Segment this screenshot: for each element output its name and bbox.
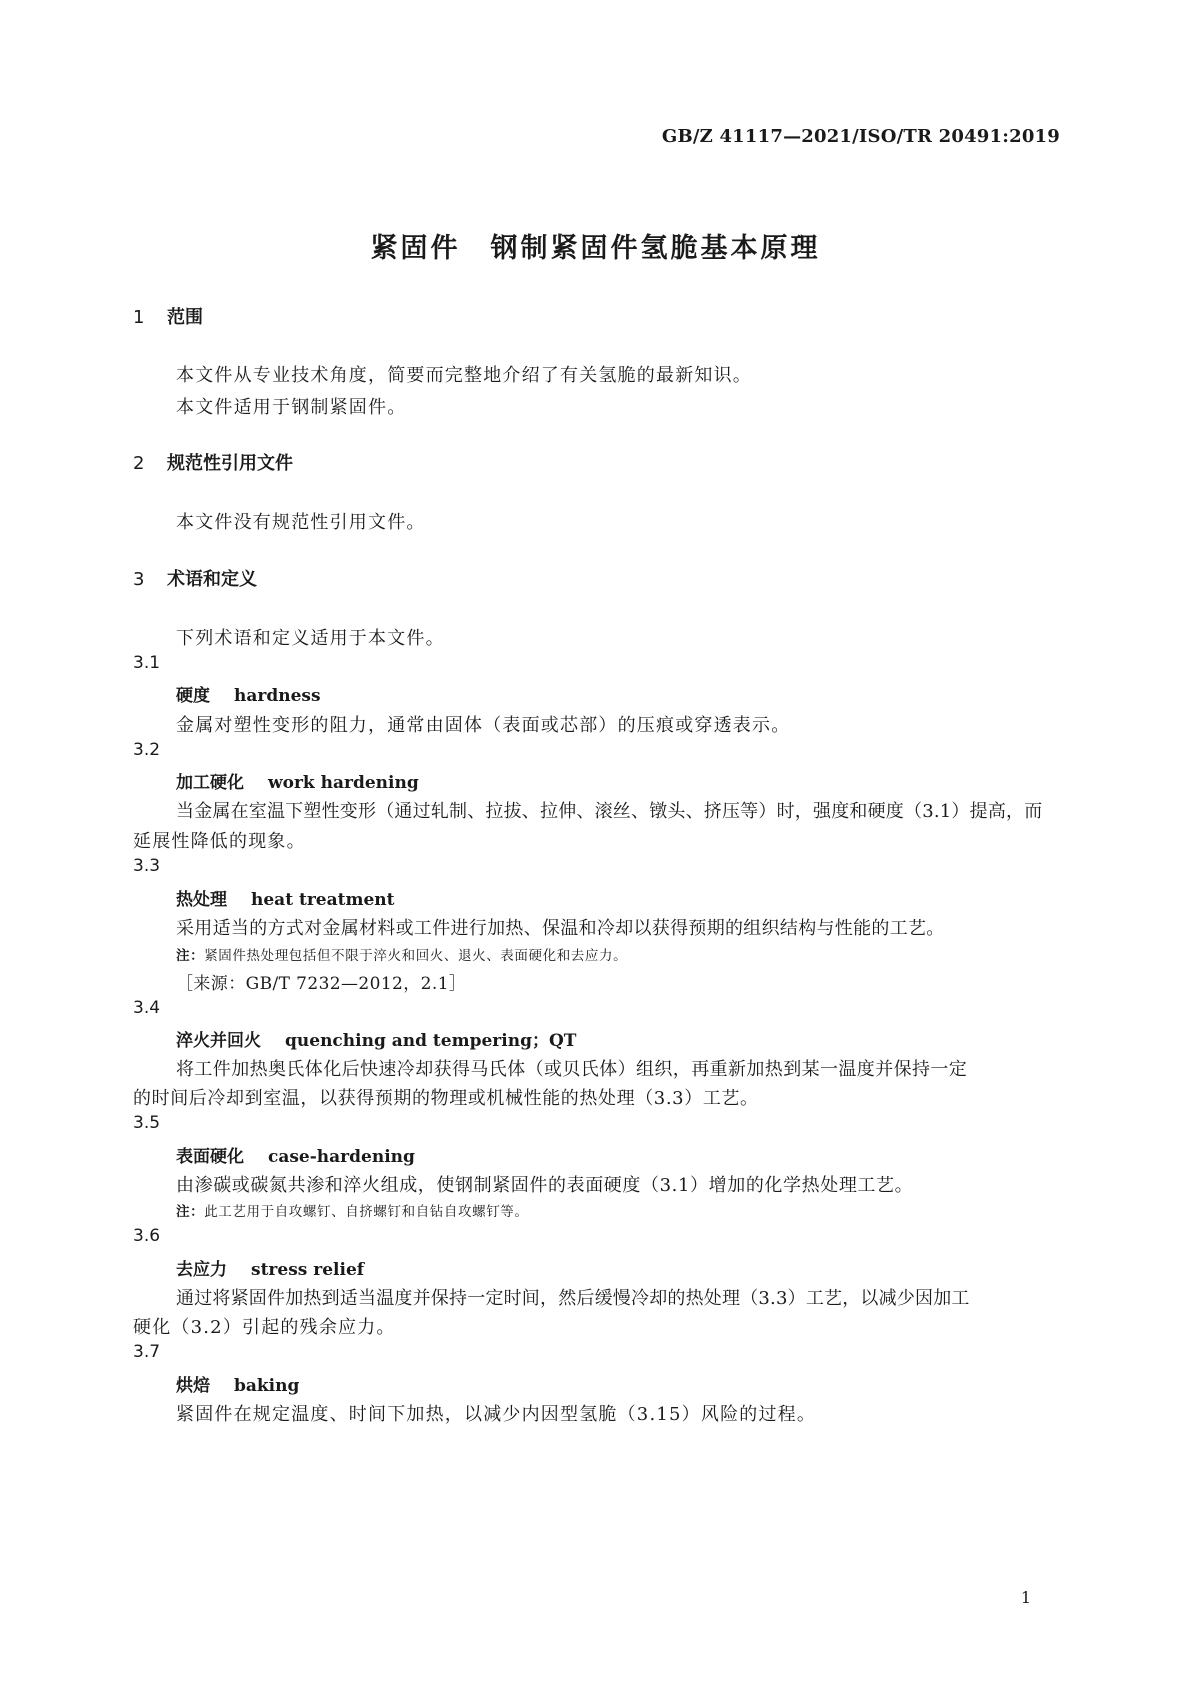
- section-1-heading: [133, 303, 203, 329]
- clause-number: 3.6: [133, 1226, 161, 1246]
- paragraph: 本文件适用于钢制紧固件。: [176, 397, 407, 418]
- note-label: 注：: [176, 1204, 205, 1220]
- section-2-heading: [133, 449, 293, 475]
- definition: 紧固件在规定温度、时间下加热，以减少内因型氢脆（3.15）风险的过程。: [176, 1404, 817, 1425]
- term-en: quenching and tempering；QT: [285, 1031, 577, 1051]
- definition: 由渗碳或碳氮共渗和淬火组成，使钢制紧固件的表面硬度（3.1）增加的化学热处理工艺。: [176, 1175, 914, 1196]
- term-zh: 加工硬化: [176, 773, 244, 793]
- term-zh: 表面硬化: [176, 1147, 244, 1167]
- term-heading: [176, 1255, 364, 1280]
- term-en: baking: [234, 1376, 300, 1396]
- term-zh: 去应力: [176, 1260, 227, 1280]
- term-heading: [176, 1142, 415, 1167]
- definition: 金属对塑性变形的阻力，通常由固体（表面或芯部）的压痕或穿透表示。: [176, 715, 791, 736]
- note-label: 注：: [176, 948, 205, 964]
- definition: 的时间后冷却到室温，以获得预期的物理或机械性能的热处理（3.3）工艺。: [133, 1088, 759, 1109]
- source-reference: ［来源：GB/T 7232—2012，2.1］: [176, 974, 467, 994]
- clause-number: 3.3: [133, 856, 161, 876]
- clause-number: 3.4: [133, 998, 161, 1018]
- term-zh: 硬度: [176, 686, 210, 706]
- note: [176, 944, 627, 964]
- definition: 采用适当的方式对金属材料或工件进行加热、保温和冷却以获得预期的组织结构与性能的工艺。: [176, 918, 945, 939]
- clause-number: 3.7: [133, 1342, 161, 1362]
- term-zh: 淬火并回火: [176, 1031, 261, 1051]
- definition: 硬化（3.2）引起的残余应力。: [133, 1317, 396, 1338]
- paragraph: 下列术语和定义适用于本文件。: [176, 628, 445, 649]
- note-text: 紧固件热处理包括但不限于淬火和回火、退火、表面硬化和去应力。: [204, 948, 628, 964]
- term-zh: 热处理: [176, 890, 227, 910]
- term-heading: [176, 1371, 299, 1396]
- paragraph: 本文件从专业技术角度，简要而完整地介绍了有关氢脆的最新知识。: [176, 365, 752, 386]
- paragraph: 本文件没有规范性引用文件。: [176, 512, 426, 533]
- term-zh: 烘焙: [176, 1376, 210, 1396]
- section-title: 范围: [167, 307, 203, 328]
- section-title: 规范性引用文件: [167, 453, 293, 474]
- term-en: heat treatment: [251, 890, 395, 910]
- term-heading: [176, 1026, 576, 1051]
- definition: 当金属在室温下塑性变形（通过轧制、拉拔、拉伸、滚丝、镦头、挤压等）时，强度和硬度（3.1）提高，而: [176, 801, 1043, 822]
- definition: 通过将紧固件加热到适当温度并保持一定时间，然后缓慢冷却的热处理（3.3）工艺，以减少因加工: [176, 1288, 970, 1309]
- term-heading: [176, 885, 394, 910]
- section-number: 3: [133, 569, 145, 590]
- clause-number: 3.2: [133, 740, 161, 760]
- term-heading: [176, 768, 419, 793]
- definition: 延展性降低的现象。: [133, 831, 306, 852]
- term-en: work hardening: [268, 773, 419, 793]
- term-en: stress relief: [251, 1260, 365, 1280]
- clause-number: 3.5: [133, 1113, 161, 1133]
- definition: 将工件加热奥氏体化后快速冷却获得马氏体（或贝氏体）组织，再重新加热到某一温度并保持一定: [176, 1059, 968, 1080]
- term-heading: [176, 681, 321, 706]
- section-number: 2: [133, 453, 145, 474]
- section-3-heading: [133, 565, 257, 591]
- clause-number: 3.1: [133, 653, 161, 673]
- term-en: case-hardening: [268, 1147, 415, 1167]
- document-title: 紧固件 钢制紧固件氢脆基本原理: [370, 233, 821, 264]
- note-text: 此工艺用于自攻螺钉、自挤螺钉和自钻自攻螺钉等。: [204, 1204, 529, 1220]
- term-en: hardness: [234, 686, 321, 706]
- page-number: 1: [1020, 1588, 1031, 1607]
- section-title: 术语和定义: [167, 569, 257, 590]
- standard-code: GB/Z 41117—2021/ISO/TR 20491:2019: [661, 126, 1060, 147]
- section-number: 1: [133, 307, 145, 328]
- note: [176, 1200, 529, 1220]
